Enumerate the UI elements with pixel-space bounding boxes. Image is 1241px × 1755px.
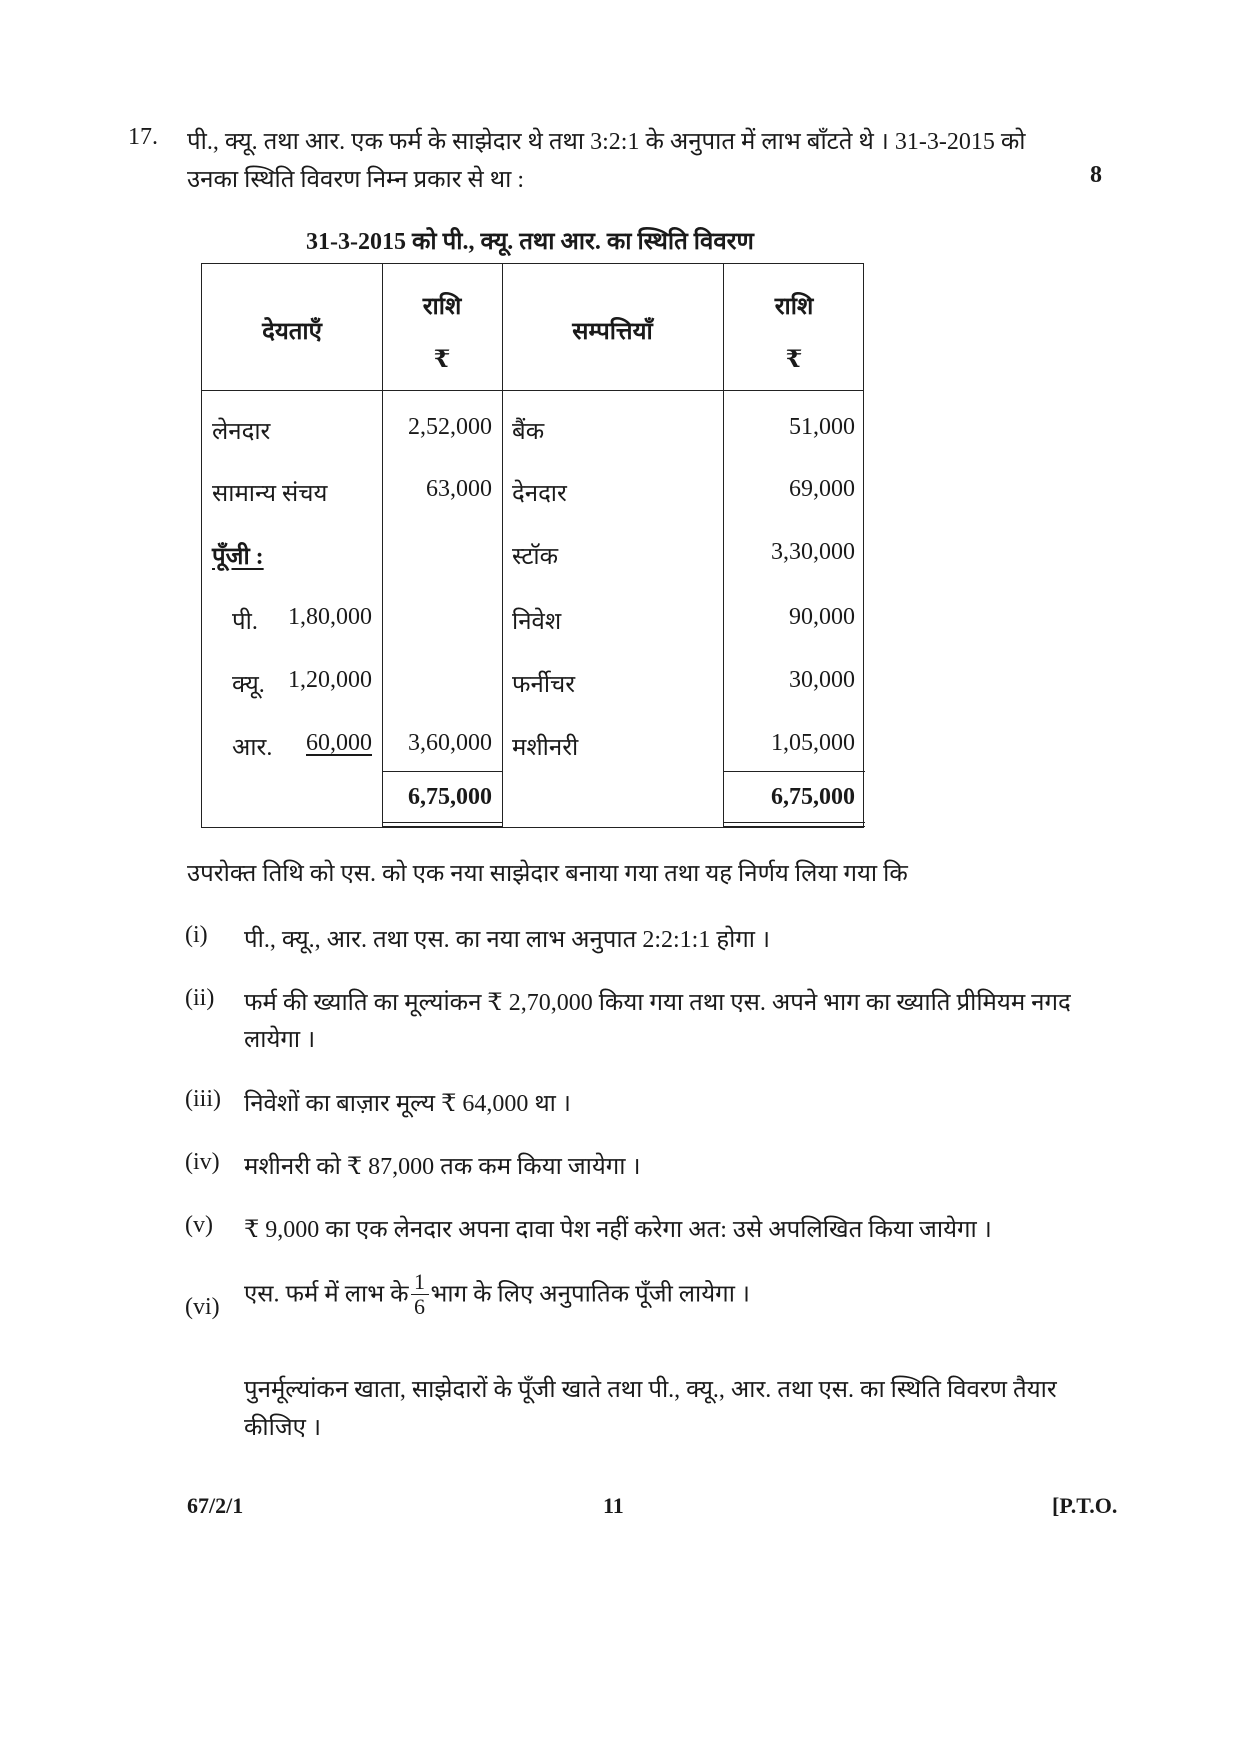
capital-partner: क्यू. — [232, 672, 265, 698]
total-rule-bottom — [382, 822, 502, 823]
header-liabilities: देयताएँ — [262, 319, 322, 345]
balance-sheet-table — [201, 263, 864, 828]
asset-amount: 90,000 — [789, 604, 855, 630]
condition-text-before: एस. फर्म में लाभ के — [244, 1281, 409, 1308]
asset-name: फर्नीचर — [512, 672, 576, 698]
fraction — [411, 1270, 429, 1319]
header-divider — [202, 390, 863, 391]
asset-name: मशीनरी — [512, 735, 579, 761]
capital-value: 1,80,000 — [288, 604, 372, 630]
liability-amount: 63,000 — [426, 476, 492, 502]
condition-label: (vi) — [185, 1294, 220, 1320]
column-divider — [502, 264, 503, 827]
header-amount-right: राशि — [774, 294, 814, 320]
condition-text-fraction-line — [244, 1270, 750, 1319]
capital-partner: आर. — [232, 735, 273, 761]
fraction-numerator: 1 — [411, 1270, 429, 1295]
asset-name: निवेश — [512, 609, 562, 635]
total-rule-top — [723, 771, 865, 772]
capital-label: पूँजी : — [212, 544, 264, 570]
asset-amount: 30,000 — [789, 667, 855, 693]
total-assets: 6,75,000 — [771, 784, 855, 810]
condition-text: निवेशों का बाज़ार मूल्य ₹ 64,000 था । — [244, 1091, 571, 1117]
liability-name: लेनदार — [212, 419, 271, 445]
total-rule-bottom — [382, 826, 502, 827]
asset-amount: 1,05,000 — [771, 730, 855, 756]
condition-text: ₹ 9,000 का एक लेनदार अपना दावा पेश नहीं करेगा अत: उसे अपलिखित किया जायेगा । — [244, 1217, 992, 1243]
total-rule-bottom — [723, 822, 865, 823]
asset-amount: 69,000 — [789, 476, 855, 502]
footer-pto: [P.T.O. — [1052, 1493, 1118, 1518]
question-marks: 8 — [1090, 162, 1102, 188]
capital-value: 1,20,000 — [288, 667, 372, 693]
liability-amount: 2,52,000 — [408, 414, 492, 440]
footer-page-number: 11 — [603, 1493, 624, 1518]
asset-amount: 51,000 — [789, 414, 855, 440]
question-intro-line-2: उनका स्थिति विवरण निम्न प्रकार से था : — [187, 167, 525, 193]
condition-text-after: भाग के लिए अनुपातिक पूँजी लायेगा । — [430, 1281, 751, 1308]
asset-name: स्टॉक — [512, 544, 559, 570]
capital-total: 3,60,000 — [408, 730, 492, 756]
condition-label: (v) — [185, 1212, 213, 1238]
liability-name: सामान्य संचय — [212, 481, 328, 507]
header-amount-left: राशि — [422, 294, 462, 320]
balance-sheet-title: 31-3-2015 को पी., क्यू. तथा आर. का स्थिति विवरण — [306, 229, 754, 255]
condition-label: (iv) — [185, 1149, 220, 1175]
condition-label: (i) — [185, 922, 208, 948]
header-currency-right: ₹ — [785, 347, 803, 373]
total-rule-top — [382, 771, 502, 772]
instruction-line-1: पुनर्मूल्यांकन खाता, साझेदारों के पूँजी खाते तथा पी., क्यू., आर. तथा एस. का स्थिति विवरण तैयार — [244, 1377, 1057, 1403]
condition-text: पी., क्यू., आर. तथा एस. का नया लाभ अनुपात 2:2:1:1 होगा । — [244, 927, 771, 953]
total-liabilities: 6,75,000 — [408, 784, 492, 810]
question-number: 17. — [128, 124, 158, 150]
header-assets: सम्पत्तियाँ — [572, 319, 653, 345]
question-intro-line-1: पी., क्यू. तथा आर. एक फर्म के साझेदार थे तथा 3:2:1 के अनुपात में लाभ बाँटते थे । 31-3-2015 को — [187, 129, 1026, 155]
asset-name: देनदार — [512, 481, 567, 507]
footer-paper-code: 67/2/1 — [187, 1493, 244, 1518]
fraction-denominator: 6 — [414, 1294, 425, 1319]
condition-text: फर्म की ख्याति का मूल्यांकन ₹ 2,70,000 किया गया तथा एस. अपने भाग का ख्याति प्रीमियम नगद — [244, 990, 1071, 1016]
condition-label: (iii) — [185, 1086, 221, 1112]
capital-partner: पी. — [232, 609, 258, 635]
condition-label: (ii) — [185, 985, 215, 1011]
asset-name: बैंक — [512, 419, 545, 445]
after-table-text: उपरोक्त तिथि को एस. को एक नया साझेदार बनाया गया तथा यह निर्णय लिया गया कि — [187, 861, 908, 887]
total-rule-bottom — [723, 826, 865, 827]
capital-value: 60,000 — [306, 730, 372, 756]
condition-text-continued: लायेगा । — [244, 1027, 316, 1053]
condition-text: मशीनरी को ₹ 87,000 तक कम किया जायेगा । — [244, 1154, 641, 1180]
instruction-line-2: कीजिए । — [244, 1415, 322, 1441]
header-currency-left: ₹ — [433, 347, 451, 373]
asset-amount: 3,30,000 — [771, 539, 855, 565]
